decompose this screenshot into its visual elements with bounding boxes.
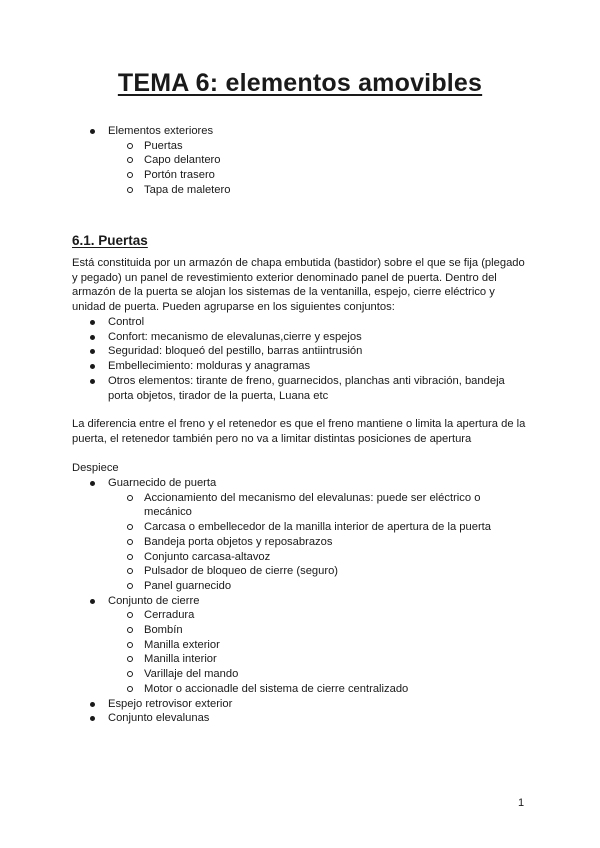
list-subitem: Bandeja porta objetos y reposabrazos [72,535,532,550]
list-subitem: Puertas [72,139,532,154]
page-number: 1 [518,797,525,809]
list-subitem: Panel guarnecido [72,579,532,594]
list-subitem: Pulsador de bloqueo de cierre (seguro) [72,564,532,579]
section-heading: 6.1. Puertas [72,233,148,248]
list-subitem: Cerradura [72,608,532,623]
list-subitem: Accionamiento del mecanismo del elevalunas: puede ser eléctrico o mecánico [72,491,532,520]
paragraph-line: unidad de puerta. Pueden agruparse en los siguientes conjuntos: [72,301,395,314]
list-item: Confort: mecanismo de elevalunas,cierre y espejos [72,330,532,345]
list-item: Espejo retrovisor exterior [72,697,532,712]
list-item: Conjunto elevalunas [72,711,532,726]
list-subitem: Portón trasero [72,168,532,183]
despiece-label: Despiece [72,462,119,474]
list-subitem: Varillaje del mando [72,667,532,682]
paragraph-line: La diferencia entre el freno y el retenedor es que el freno mantiene o limita la apertura de la [72,418,526,430]
list-subitem: Bombín [72,623,532,638]
paragraph-line: Está constituida por un armazón de chapa embutida (bastidor) sobre el que se fija (plegado [72,257,525,269]
difference-paragraph [72,417,532,446]
list-subitem: Motor o accionadle del sistema de cierre centralizado [72,682,532,697]
list-item: Seguridad: bloqueó del pestillo, barras antiintrusión [72,344,532,359]
page-title: TEMA 6: elementos amovibles [117,69,483,97]
list-item: Elementos exteriores [72,124,532,139]
list-subitem: Carcasa o embellecedor de la manilla interior de apertura de la puerta [72,520,532,535]
section-paragraph [72,256,532,315]
list-subitem: Manilla exterior [72,638,532,653]
groups-list [72,315,532,403]
list-item: Embellecimiento: molduras y anagramas [72,359,532,374]
list-item: Conjunto de cierre [72,594,532,609]
paragraph-line: puerta, el retenedor también pero no va a limitar distintas posiciones de apertura [72,432,472,445]
list-subitem: Manilla interior [72,652,532,667]
paragraph-line: y pegado) un panel de revestimiento exterior denominado panel de puerta. Dentro del [72,271,497,284]
list-item: Otros elementos: tirante de freno, guarnecidos, planchas anti vibración, bandeja porta objetos, tirador de la puerta, Luana etc [72,374,532,403]
despiece-list [72,476,532,726]
list-subitem: Tapa de maletero [72,183,532,198]
list-subitem: Capo delantero [72,153,532,168]
list-subitem: Conjunto carcasa-altavoz [72,550,532,565]
intro-list [72,124,532,198]
list-item: Guarnecido de puerta [72,476,532,491]
list-item: Control [72,315,532,330]
paragraph-line: armazón de la puerta se alojan los sistemas de la ventanilla, espejo, cierre eléctrico y [72,286,495,299]
